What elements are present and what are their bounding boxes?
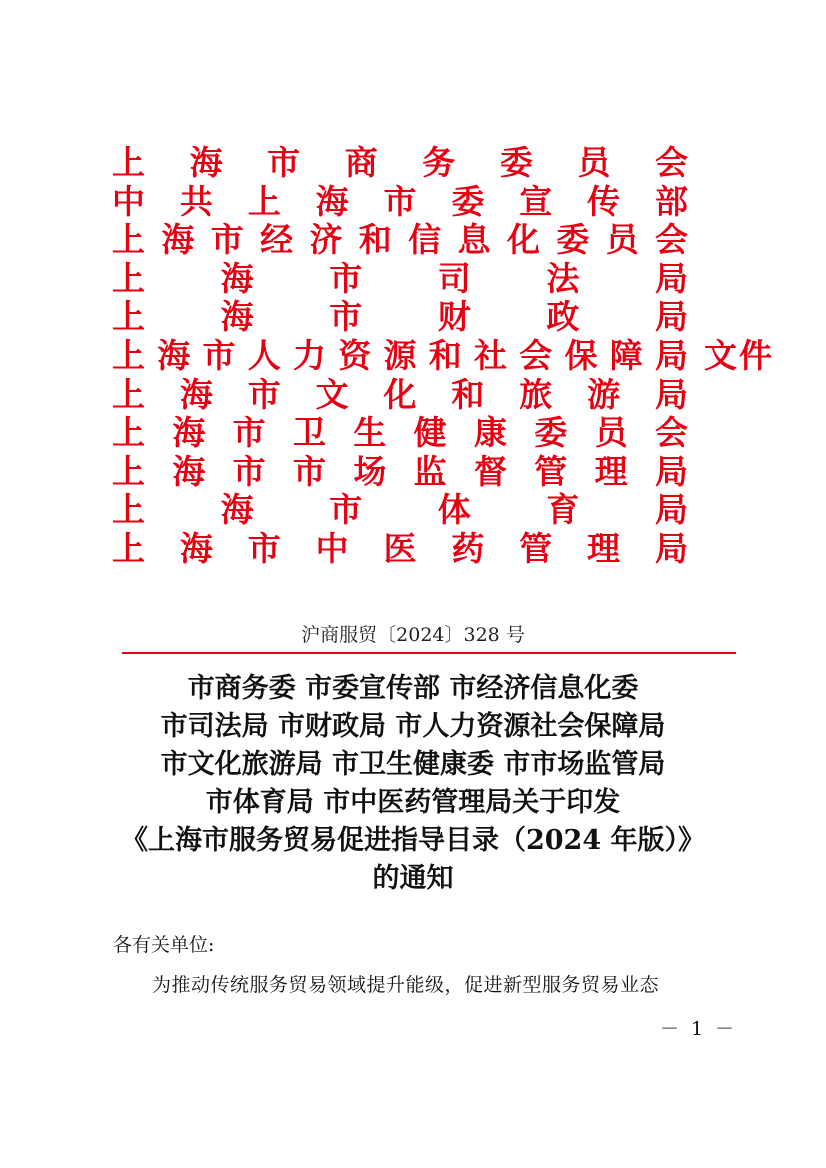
issuer-char: 体: [437, 490, 471, 530]
issuer-char: 海: [220, 490, 254, 530]
issuer-char: 局: [655, 335, 688, 375]
issuer-char: 力: [293, 335, 326, 375]
issuer-row: [112, 491, 782, 530]
issuer-char: 康: [473, 413, 507, 453]
issuer-char: 市: [210, 220, 244, 260]
document-title: [0, 670, 826, 898]
issuer-char: 共: [179, 181, 213, 221]
issuer-char: 旅: [519, 374, 553, 414]
issuer-char: 财: [437, 297, 471, 337]
title-line: 市体育局 市中医药管理局关于印发: [205, 787, 621, 818]
issuer-char: 上: [112, 143, 145, 182]
title-line: 市商务委 市委宣传部 市经济信息化委: [187, 673, 639, 704]
issuer-char: 海: [157, 335, 191, 375]
issuer-char: 障: [609, 335, 643, 375]
issuer-name: [112, 144, 688, 183]
issuer-char: 上: [112, 451, 145, 491]
issuer-char: 务: [422, 143, 456, 182]
issuer-char: 传: [587, 181, 621, 221]
issuer-name: [112, 298, 688, 337]
issuing-authorities-block: [112, 144, 782, 569]
issuer-char: 海: [220, 297, 254, 337]
issuer-char: 上: [112, 297, 145, 337]
issuer-char: 市: [267, 143, 301, 182]
issuer-char: 育: [546, 490, 580, 530]
issuer-char: 局: [655, 528, 688, 568]
issuer-char: 和: [358, 220, 392, 260]
issuer-char: 会: [654, 413, 688, 453]
issuer-char: 上: [112, 220, 145, 260]
issuer-char: 上: [247, 181, 281, 221]
issuer-row: [112, 414, 782, 453]
issuer-char: 市: [329, 258, 363, 298]
issuer-char: 文: [315, 374, 349, 414]
issuer-char: 化: [383, 374, 417, 414]
issuer-char: 市: [329, 490, 363, 530]
issuer-char: 游: [587, 374, 621, 414]
red-divider-line: [122, 652, 736, 654]
issuer-char: 场: [353, 451, 387, 491]
issuer-char: 济: [309, 220, 343, 260]
issuer-char: 海: [161, 220, 195, 260]
issuer-char: 员: [594, 413, 628, 453]
issuer-char: 局: [654, 258, 688, 298]
document-number: 沪商服贸〔2024〕328 号: [301, 624, 525, 646]
issuer-char: 监: [413, 451, 447, 491]
issuer-char: 社: [474, 335, 507, 375]
body-paragraph: 为推动传统服务贸易领域提升能级，促进新型服务贸易业态: [152, 974, 660, 996]
issuer-char: 化: [506, 220, 540, 260]
title-line: 市司法局 市财政局 市人力资源社会保障局: [160, 711, 666, 742]
issuer-char: 会: [519, 335, 553, 375]
issuer-row: [112, 337, 782, 376]
issuer-row: [112, 221, 782, 260]
issuer-char: 保: [564, 335, 598, 375]
issuer-name: [112, 491, 688, 530]
issuer-row: [112, 298, 782, 337]
issuer-row: [112, 183, 782, 222]
issuer-char: 会: [654, 143, 688, 182]
issuer-char: 局: [654, 490, 688, 530]
issuer-row: [112, 376, 782, 415]
document-suffix: 文件: [704, 335, 774, 375]
issuer-char: 信: [408, 220, 442, 260]
issuer-char: 健: [413, 413, 447, 453]
issuer-char: 司: [437, 258, 471, 298]
issuer-char: 市: [329, 297, 363, 337]
issuer-char: 海: [179, 374, 213, 414]
issuer-row: [112, 260, 782, 299]
issuer-char: 源: [383, 335, 417, 375]
issuer-char: 海: [189, 143, 223, 182]
issuer-char: 市: [247, 374, 281, 414]
issuer-char: 息: [457, 220, 491, 260]
issuer-name: [112, 414, 688, 453]
issuer-char: 海: [315, 181, 349, 221]
issuer-char: 卫: [292, 413, 326, 453]
issuer-char: 市: [232, 413, 266, 453]
issuer-char: 委: [556, 220, 590, 260]
issuer-name: [112, 221, 688, 260]
issuer-char: 上: [112, 413, 145, 453]
salutation: 各有关单位:: [113, 934, 215, 956]
issuer-row: [112, 453, 782, 492]
issuer-char: 市: [292, 451, 326, 491]
issuer-char: 市: [232, 451, 266, 491]
issuer-char: 和: [451, 374, 485, 414]
issuer-char: 药: [451, 528, 485, 568]
issuer-char: 上: [112, 490, 145, 530]
page-number: － 1 －: [660, 1018, 738, 1040]
issuer-char: 资: [338, 335, 372, 375]
issuer-name: [112, 260, 688, 299]
issuer-char: 中: [315, 528, 349, 568]
title-line: 的通知: [372, 863, 454, 894]
issuer-char: 委: [451, 181, 485, 221]
issuer-char: 法: [546, 258, 580, 298]
issuer-char: 部: [655, 181, 688, 221]
issuer-char: 局: [655, 374, 688, 414]
issuer-char: 督: [473, 451, 507, 491]
issuer-char: 会: [654, 220, 688, 260]
issuer-name: [112, 453, 688, 492]
issuer-char: 上: [112, 528, 145, 568]
issuer-char: 员: [577, 143, 611, 182]
issuer-char: 人: [247, 335, 281, 375]
issuer-char: 上: [112, 258, 145, 298]
issuer-name: [112, 376, 688, 415]
issuer-char: 理: [587, 528, 621, 568]
issuer-char: 海: [172, 413, 206, 453]
issuer-char: 和: [428, 335, 462, 375]
issuer-char: 委: [499, 143, 533, 182]
issuer-char: 市: [202, 335, 236, 375]
issuer-name: [112, 337, 688, 376]
issuer-char: 市: [247, 528, 281, 568]
issuer-name: [112, 183, 688, 222]
issuer-char: 中: [112, 181, 145, 221]
issuer-char: 经: [260, 220, 294, 260]
issuer-char: 局: [654, 297, 688, 337]
issuer-char: 海: [179, 528, 213, 568]
issuer-name: [112, 530, 688, 569]
title-line: 《上海市服务贸易促进指导目录（2024 年版）》: [120, 825, 706, 856]
issuer-row: [112, 530, 782, 569]
issuer-char: 上: [112, 374, 145, 414]
issuer-char: 政: [546, 297, 580, 337]
issuer-char: 医: [383, 528, 417, 568]
title-line: 市文化旅游局 市卫生健康委 市市场监管局: [160, 749, 666, 780]
issuer-row: [112, 144, 782, 183]
issuer-char: 管: [519, 528, 553, 568]
issuer-char: 海: [172, 451, 206, 491]
issuer-char: 生: [353, 413, 387, 453]
issuer-char: 宣: [519, 181, 553, 221]
issuer-char: 上: [112, 335, 145, 375]
issuer-char: 理: [594, 451, 628, 491]
issuer-char: 局: [654, 451, 688, 491]
issuer-char: 委: [534, 413, 568, 453]
issuer-char: 管: [534, 451, 568, 491]
issuer-char: 商: [344, 143, 378, 182]
issuer-char: 海: [220, 258, 254, 298]
issuer-char: 市: [383, 181, 417, 221]
issuer-char: 员: [605, 220, 639, 260]
